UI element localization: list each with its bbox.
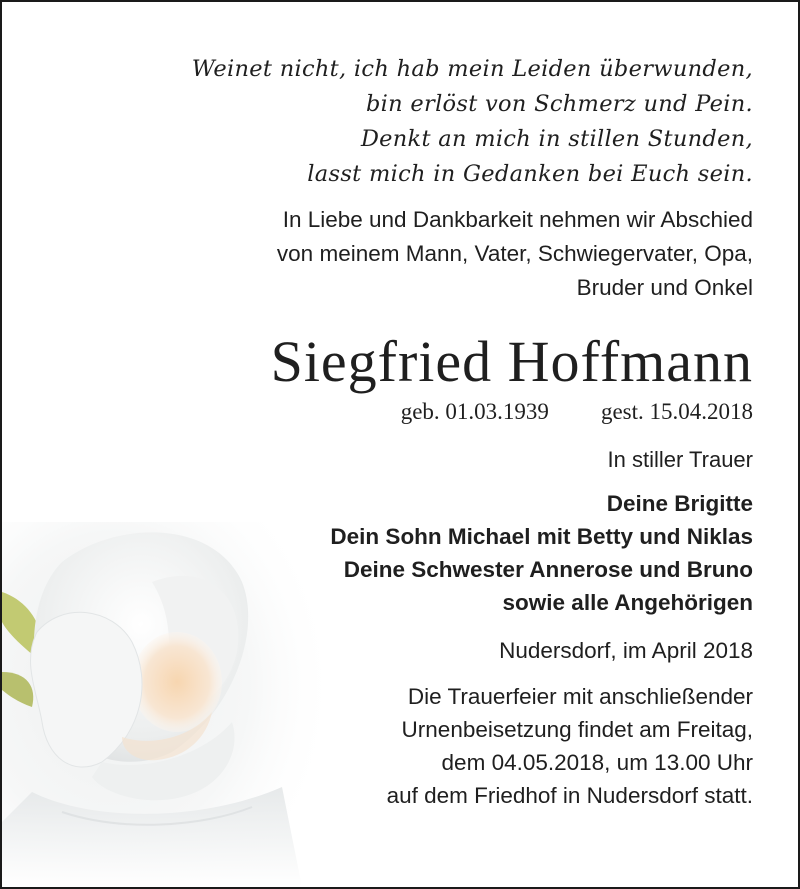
intro-line: von meinem Mann, Vater, Schwiegervater, Opa, (276, 241, 753, 266)
mourners-list (53, 487, 753, 619)
life-dates (53, 397, 753, 427)
farewell-intro (53, 203, 753, 305)
mourner-entry: Deine Schwester Annerose und Bruno (343, 557, 753, 582)
poem-line: Denkt an mich in stillen Stunden, (360, 126, 753, 152)
birth-date: geb. 01.03.1939 (400, 399, 549, 424)
place-and-date: Nudersdorf, im April 2018 (499, 638, 753, 663)
funeral-service-info (53, 680, 753, 812)
poem-line: bin erlöst von Schmerz und Pein. (365, 91, 753, 117)
intro-line: Bruder und Onkel (576, 275, 753, 300)
poem-verse (53, 52, 753, 192)
mourner-entry: Dein Sohn Michael mit Betty und Niklas (330, 524, 753, 549)
mourner-entry: sowie alle Angehörigen (502, 590, 753, 615)
service-line: Die Trauerfeier mit anschließender (407, 684, 753, 709)
poem-line: lasst mich in Gedanken bei Euch sein. (307, 161, 753, 187)
intro-line: In Liebe und Dankbarkeit nehmen wir Abschied (282, 207, 753, 232)
service-line: Urnenbeisetzung findet am Freitag, (401, 717, 753, 742)
deceased-name: Siegfried Hoffmann (270, 329, 753, 394)
death-date: gest. 15.04.2018 (600, 399, 753, 424)
mourning-label: In stiller Trauer (607, 447, 753, 472)
poem-line: Weinet nicht, ich hab mein Leiden überwunden, (191, 56, 753, 82)
service-line: auf dem Friedhof in Nudersdorf statt. (386, 783, 753, 808)
service-line: dem 04.05.2018, um 13.00 Uhr (441, 750, 753, 775)
mourner-entry: Deine Brigitte (606, 491, 753, 516)
obituary-text (53, 52, 753, 812)
